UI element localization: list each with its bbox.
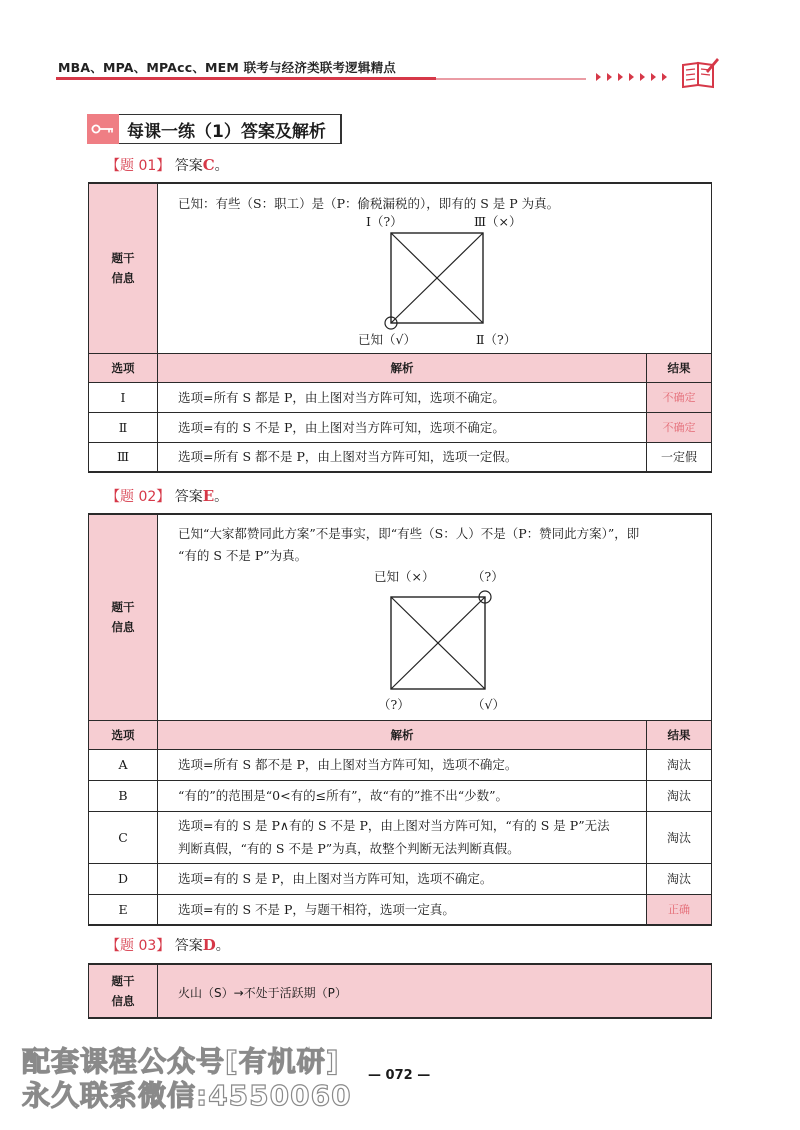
table-row [89, 412, 712, 442]
analysis-cell: 选项=有的 S 是 P∧有的 S 不是 P，由上图对当方阵可知，“有的 S 是 P”无法 判断真假，“有的 S 不是 P”为真，故整个判断无法判断真假。 [158, 811, 647, 863]
answer-letter: E [202, 487, 215, 505]
square-label-top-left: 已知（×） [374, 569, 435, 584]
table-row [89, 442, 712, 472]
result-cell: 淘汰 [647, 780, 712, 811]
analysis-cell: “有的”的范围是“0<有的≤所有”，故“有的”推不出“少数”。 [158, 780, 647, 811]
book-pen-icon [680, 55, 720, 89]
column-header-result: 结果 [647, 720, 712, 749]
answer-letter: D [202, 936, 216, 954]
table-row [89, 382, 712, 412]
square-label-bottom-left: 已知（√） [358, 332, 416, 347]
option-cell: D [89, 863, 158, 894]
result-cell: 不确定 [647, 382, 712, 412]
header-rule [56, 77, 436, 80]
square-label-top-right: （?） [472, 569, 504, 584]
analysis-cell: 选项=有的 S 是 P，由上图对当方阵可知，选项不确定。 [158, 863, 647, 894]
question-number: 题 01 [120, 158, 157, 174]
info-label: 题干 信息 [89, 964, 158, 1018]
question-label-01: 【题 01】 答案C。 [106, 156, 229, 174]
running-header-title: MBA、MPA、MPAcc、MEM 联考与经济类联考逻辑精点 [58, 60, 396, 75]
question-table-03 [88, 963, 712, 1019]
answer-prefix: 答案 [174, 938, 203, 954]
table-row [89, 811, 712, 863]
watermark-line-1: 配套课程公众号[有机研] [22, 1045, 340, 1078]
result-cell: 淘汰 [647, 811, 712, 863]
result-cell: 不确定 [647, 412, 712, 442]
info-cell [158, 183, 712, 353]
question-number: 题 03 [120, 938, 157, 954]
analysis-cell: 选项=有的 S 不是 P，与题干相符，选项一定真。 [158, 894, 647, 925]
section-title-text: 每课一练（1）答案及解析 [119, 114, 342, 144]
option-cell: Ⅲ [89, 442, 158, 472]
table-row [89, 780, 712, 811]
option-cell: E [89, 894, 158, 925]
table-row [89, 863, 712, 894]
option-cell: B [89, 780, 158, 811]
answer-prefix: 答案 [174, 489, 203, 505]
header-arrow-dots [436, 70, 686, 84]
watermark-line-2: 永久联系微信:4550060 [22, 1079, 352, 1112]
info-text: 已知：有些（S：职工）是（P：偷税漏税的），即有的 S 是 P 为真。 [178, 196, 560, 211]
option-cell: C [89, 811, 158, 863]
analysis-cell: 选项=所有 S 都不是 P，由上图对当方阵可知，选项不确定。 [158, 749, 647, 780]
column-header-analysis: 解析 [158, 720, 647, 749]
square-label-top-right: Ⅲ（×） [474, 214, 522, 229]
question-label-03: 【题 03】 答案D。 [106, 936, 230, 954]
question-table-02 [88, 513, 712, 926]
column-header-result: 结果 [647, 353, 712, 382]
info-cell [158, 514, 712, 720]
answer-letter: C [202, 156, 215, 174]
column-header-option: 选项 [89, 353, 158, 382]
section-title [87, 114, 342, 144]
square-label-bottom-right: （√） [472, 697, 505, 712]
square-label-bottom-left: （?） [378, 697, 410, 712]
key-icon [87, 114, 119, 144]
question-label-02: 【题 02】 答案E。 [106, 487, 229, 505]
analysis-cell: 选项=所有 S 都是 P，由上图对当方阵可知，选项不确定。 [158, 382, 647, 412]
square-label-bottom-right: Ⅱ（?） [476, 332, 517, 347]
info-label: 题干 信息 [89, 183, 158, 353]
page-number: — 072 — [368, 1068, 431, 1083]
info-text: 火山（S）→不处于活跃期（P） [158, 964, 712, 1018]
column-header-analysis: 解析 [158, 353, 647, 382]
question-number: 题 02 [120, 489, 157, 505]
option-cell: Ⅰ [89, 382, 158, 412]
table-row [89, 894, 712, 925]
option-cell: A [89, 749, 158, 780]
analysis-cell: 选项=有的 S 不是 P，由上图对当方阵可知，选项不确定。 [158, 412, 647, 442]
info-text: 已知“大家都赞同此方案”不是事实，即“有些（S：人）不是（P：赞同此方案）”，即 “有的 S 不是 P”为真。 [178, 526, 640, 563]
analysis-cell: 选项=所有 S 都不是 P，由上图对当方阵可知，选项一定假。 [158, 442, 647, 472]
square-label-top-left: Ⅰ（?） [366, 214, 403, 229]
opposition-square-diagram [384, 228, 490, 332]
info-label: 题干 信息 [89, 514, 158, 720]
result-cell: 一定假 [647, 442, 712, 472]
answer-prefix: 答案 [174, 158, 203, 174]
option-cell: Ⅱ [89, 412, 158, 442]
opposition-square-diagram [384, 587, 494, 693]
result-cell: 正确 [647, 894, 712, 925]
result-cell: 淘汰 [647, 749, 712, 780]
column-header-option: 选项 [89, 720, 158, 749]
question-table-01 [88, 182, 712, 473]
table-row [89, 749, 712, 780]
result-cell: 淘汰 [647, 863, 712, 894]
